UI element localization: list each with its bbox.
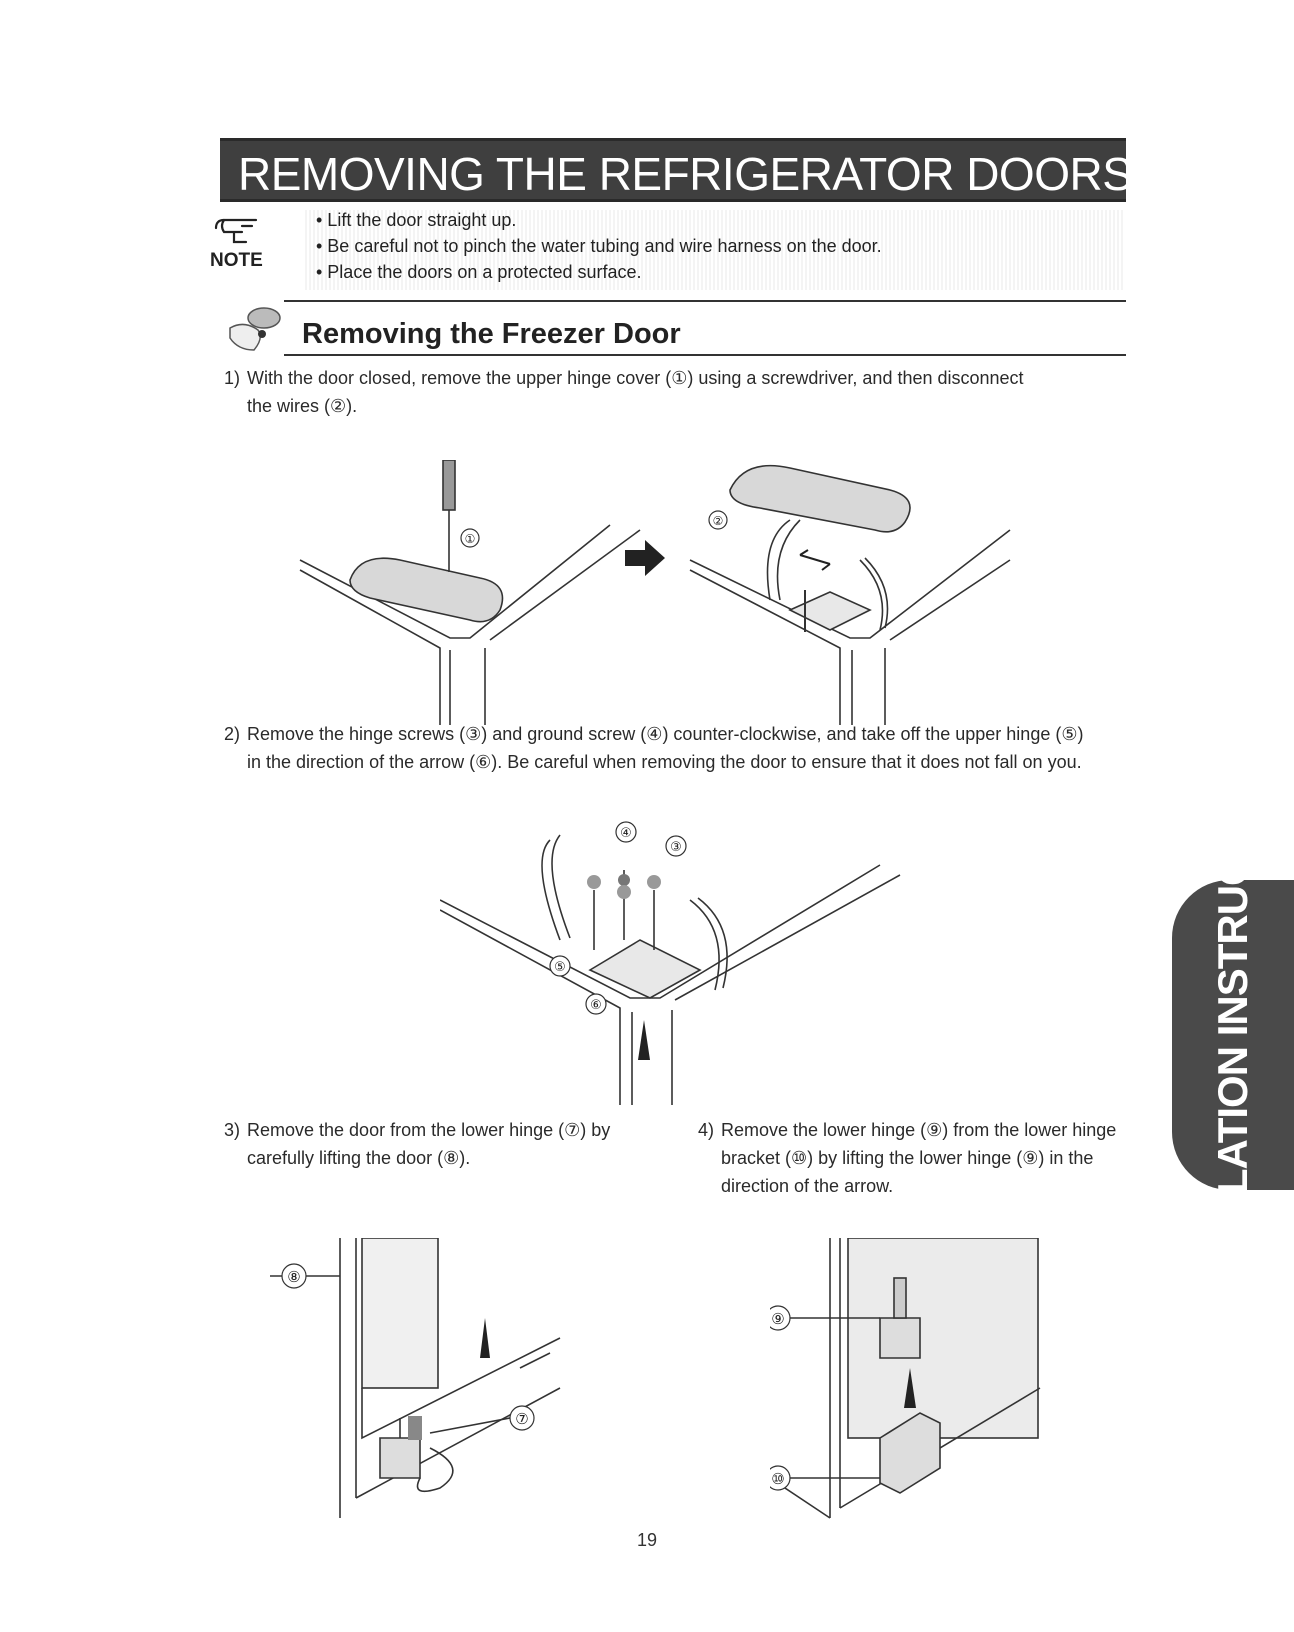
callout-3: ③ [670,840,682,855]
step-text: in the direction of the arrow (⑥). Be careful when removing the door to ensure that it does not fall on you. [247,752,1082,772]
mascot-icon [224,298,288,356]
callout-4: ④ [620,826,632,841]
step-text: Remove the lower hinge (⑨) from the lower hinge [721,1120,1117,1140]
page-title: REMOVING THE REFRIGERATOR DOORS [238,148,1133,200]
callout-2: ② [712,514,724,528]
callout-7: ⑦ [515,1410,529,1428]
step-text: Remove the hinge screws (③) and ground screw (④) counter-clockwise, and take off the upper hinge (⑤) [247,724,1084,744]
section-title: Removing the Freezer Door [302,318,681,350]
step-text: With the door closed, remove the upper hinge cover (①) using a screwdriver, and then disconnect [247,368,1024,388]
callout-1: ① [464,532,476,546]
callout-8: ⑧ [287,1268,301,1286]
step-number: 4) [698,1120,715,1140]
figure-upper-hinge [440,820,910,1110]
figure-lower-hinge-door [270,1238,600,1520]
divider [284,354,1126,356]
step-number: 2) [224,724,241,744]
divider [284,300,1126,302]
step-number: 1) [224,368,241,388]
step-text: Remove the door from the lower hinge (⑦) by [247,1120,611,1140]
step-text: direction of the arrow. [721,1176,894,1196]
step-text: the wires (②). [247,396,358,416]
page-number: 19 [636,1530,658,1550]
callout-9: ⑨ [771,1310,785,1328]
note-item: • Place the doors on a protected surface. [316,262,642,282]
note-item: • Lift the door straight up. [316,210,517,230]
figure-hinge-cover [290,460,1030,730]
callout-5: ⑤ [554,960,566,975]
note-label: NOTE [210,250,263,271]
note-item: • Be careful not to pinch the water tubing and wire harness on the door. [316,236,882,256]
pointing-hand-icon [212,214,268,248]
callout-6: ⑥ [590,998,602,1013]
section-banner [220,138,1133,202]
side-tab-label: INSTALLATION INSTRUCTIONS [1209,733,1256,1337]
step-text: carefully lifting the door (⑧). [247,1148,471,1168]
step-number: 3) [224,1120,241,1140]
figure-lower-hinge-bracket [770,1238,1070,1520]
side-tab [1172,733,1294,1337]
callout-10: ⑩ [771,1470,785,1488]
step-text: bracket (⑩) by lifting the lower hinge (⑨) in the [721,1148,1094,1168]
